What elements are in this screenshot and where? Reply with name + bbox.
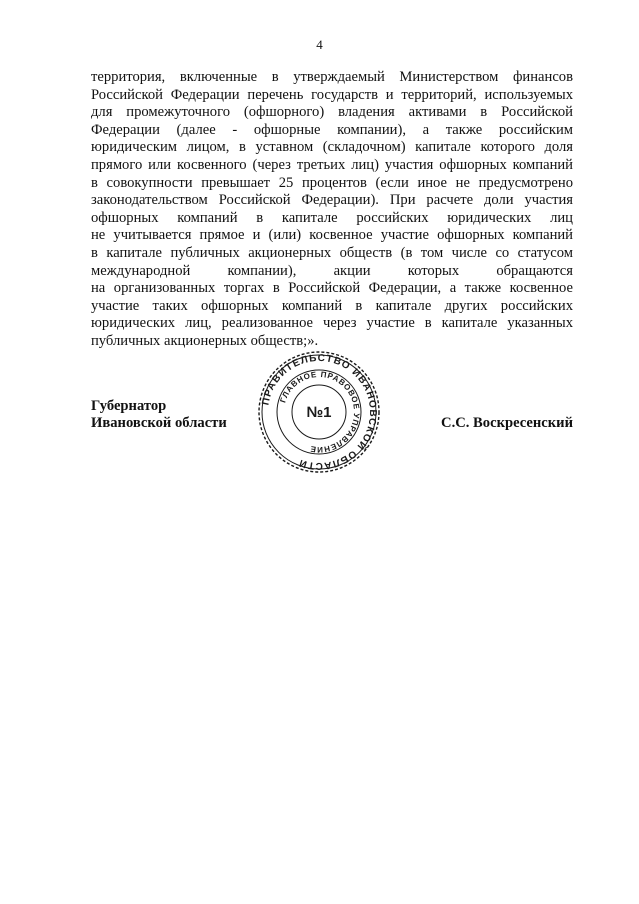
- text-line: Российской Федерации перечень государств и территорий, используемых: [91, 86, 573, 103]
- seal-inner-text: ГЛАВНОЕ ПРАВОВОЕ УПРАВЛЕНИЕ: [278, 369, 362, 455]
- signatory-title-line1: Губернатор: [91, 398, 167, 414]
- text-line: участие таких офшорных компаний в капитале других российских: [91, 297, 573, 314]
- text-line: прямого или косвенного (через третьих лиц) участия офшорных компаний: [91, 156, 573, 173]
- text-line: территория, включенные в утверждаемый Министерством финансов: [91, 69, 573, 85]
- text-line: не учитывается прямое и (или) косвенное участие офшорных компаний: [91, 227, 573, 244]
- page-number: 4: [316, 37, 323, 52]
- text-line: юридических лиц, реализованное через участие в капитале указанных: [91, 315, 573, 332]
- text-line: публичных акционерных обществ;».: [91, 332, 319, 349]
- signatory-name: С.С. Воскресенский: [441, 415, 573, 431]
- text-line: на организованных торгах в Российской Федерации, а также косвенное: [91, 280, 573, 297]
- body-paragraph: [91, 69, 573, 351]
- official-seal: [257, 350, 381, 474]
- text-line: законодательством Российской Федерации). При расчете доли участия: [91, 192, 573, 209]
- seal-number: №1: [306, 404, 332, 421]
- text-line: международной компании), акции которых обращаются: [91, 262, 573, 279]
- text-line: юридическим лицом, в уставном (складочном) капитале которого доля: [91, 139, 573, 156]
- text-line: для промежуточного (офшорного) владения активами в Российской: [91, 104, 573, 121]
- signatory-position: [91, 398, 227, 432]
- signatory-title-line2: Ивановской области: [91, 415, 227, 431]
- text-line: в совокупности превышает 25 процентов (если иное не предусмотрено: [91, 174, 573, 191]
- text-line: в капитале публичных акционерных обществ (в том числе со статусом: [91, 244, 573, 261]
- seal-outer-text: ПРАВИТЕЛЬСТВО ИВАНОВСКОЙ ОБЛАСТИ: [260, 352, 379, 472]
- text-line: Федерации (далее - офшорные компании), а также российским: [91, 121, 573, 138]
- text-line: офшорных компаний в капитале российских юридических лиц: [91, 209, 573, 226]
